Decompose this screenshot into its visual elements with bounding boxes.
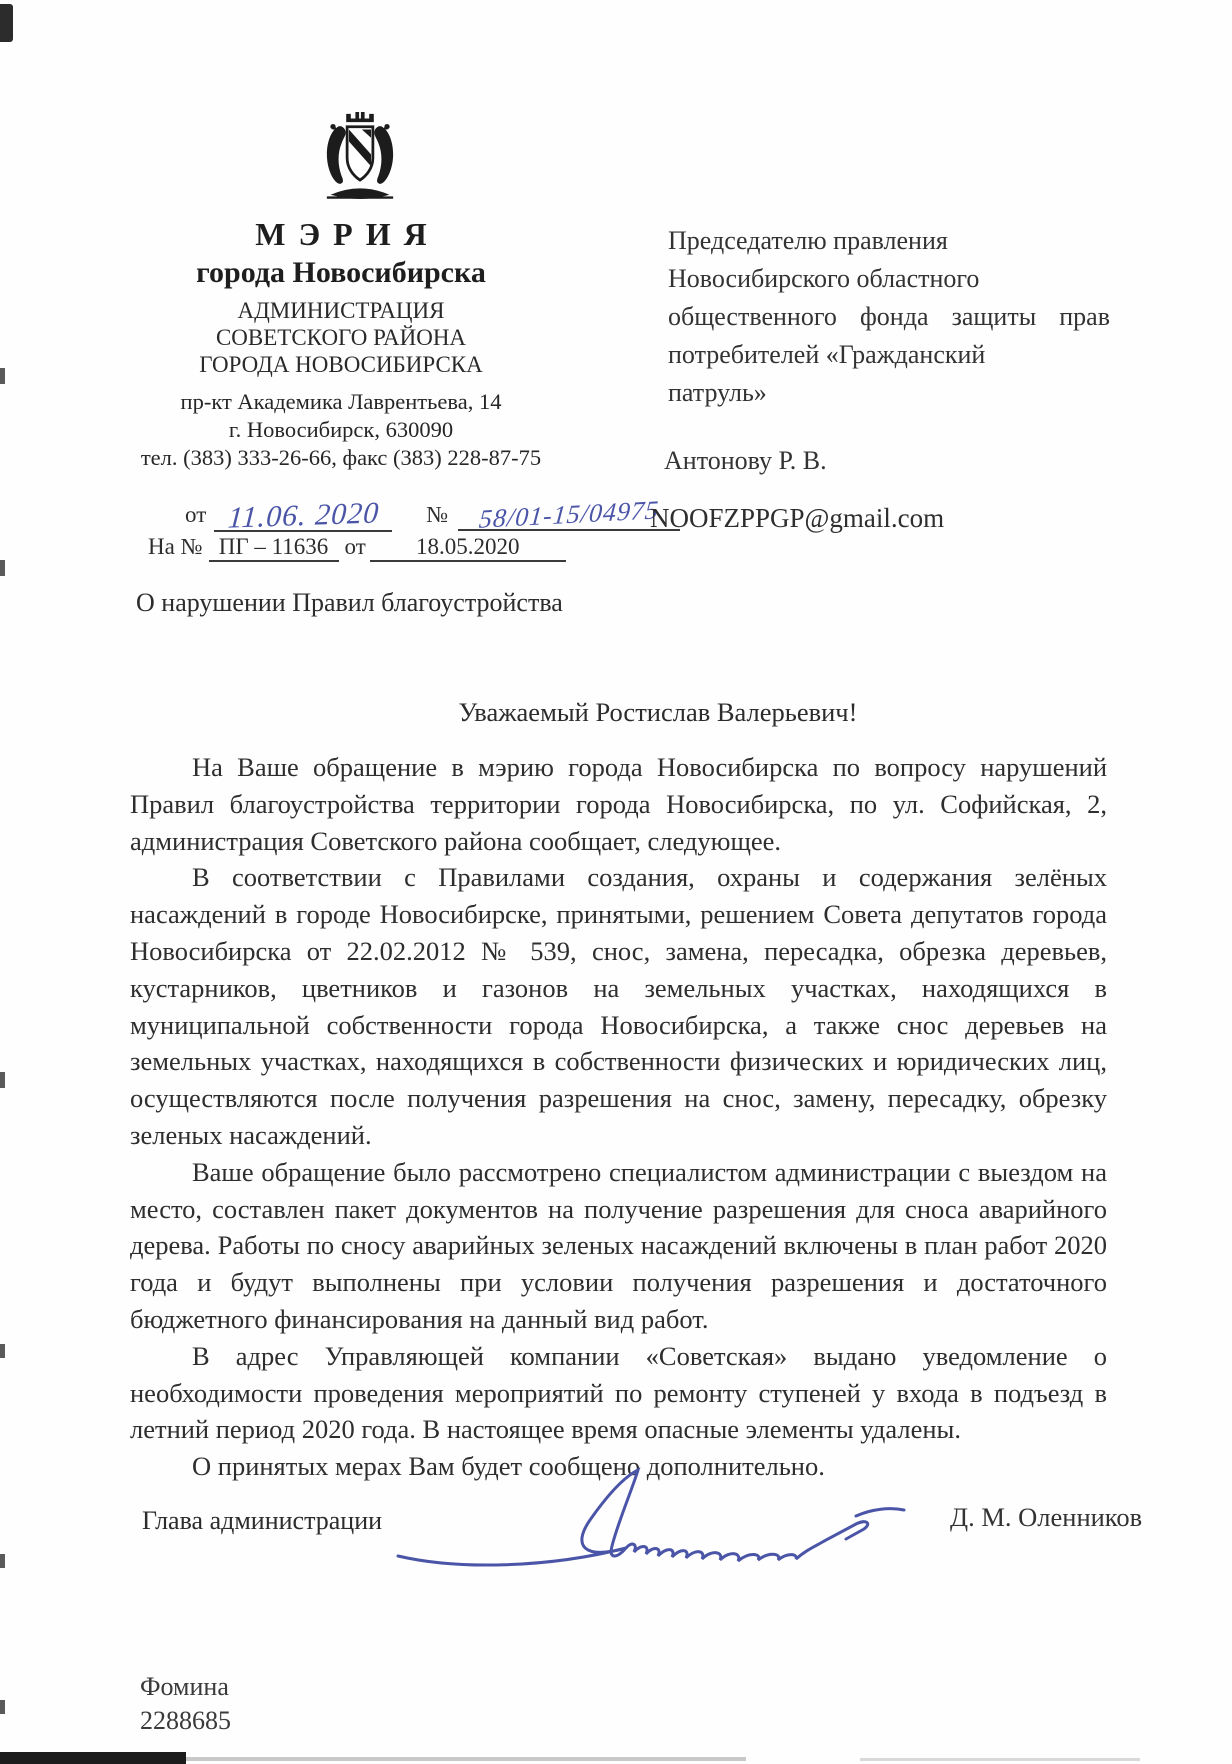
scan-artifact [0,1344,5,1358]
in-date-label: от [344,534,366,559]
in-number-label: На № [148,534,203,559]
salutation: Уважаемый Ростислав Валерьевич! [458,697,858,727]
recipient-email: NOOFZPPGP@gmail.com [650,503,945,533]
org-subdivision: СОВЕТСКОГО РАЙОНА [215,325,467,350]
executor-phone: 2288685 [140,1706,231,1735]
handwritten-number: 58/01-15/04975 [478,495,661,534]
body-paragraph: В адрес Управляющей компании «Советская» выдано уведомление о необходимости проведения мероприятий по ремонту ступеней у входа в подъезд в летний период 2020 года. В настоящее время опасные элементы удалены. [130,1340,1107,1445]
recipient-line: Председателю правления [668,226,948,255]
scan-artifact [0,560,5,576]
recipient-block [668,222,1110,412]
scan-artifact [186,1757,746,1761]
signer-name: Д. М. Оленников [950,1502,1143,1532]
sender-address [118,388,564,472]
address-street: пр-кт Академика Лаврентьева, 14 [180,389,502,414]
incoming-number: ПГ – 11636 [209,534,339,562]
scan-artifact [0,1072,5,1088]
outgoing-reference-line [185,495,680,535]
address-phone-fax: тел. (383) 333-26-66, факс (383) 228-87-75 [140,445,542,470]
recipient-line: потребителей «Гражданский [668,340,986,369]
handwritten-date: 11.06. 2020 [226,496,381,535]
executor-name: Фомина [140,1672,229,1701]
body-paragraph: В соответствии с Правилами создания, охраны и содержания зелёных насаждений в городе Новосибирске, принятыми, решением Совета депутатов города Новосибирска от 22.02.2012 № 539, снос, замена, пересадка, обрезка деревьев, кустарников, цветников и газонов на земельных участках, находящихся в муниципальной собственности города Новосибирска, а также снос деревьев на земельных участках, находящихся в собственности физических и юридических лиц, осуществляются после получения разрешения на снос, замену, пересадку, обрезку зеленых насаждений. [130,862,1107,1150]
incoming-reference-line [148,534,566,562]
recipient-name: Антонову Р. В. [664,446,827,475]
scan-artifact [0,368,5,384]
out-date-label: от [185,502,207,527]
novosibirsk-coat-of-arms-icon [314,106,406,210]
incoming-date: 18.05.2020 [370,534,566,562]
scan-artifact [0,1700,5,1714]
recipient-line: патруль» [668,378,767,407]
sender-block [118,216,564,378]
letter-body [130,749,1107,1485]
recipient-line: общественного фонда защиты прав [668,302,1110,331]
scan-artifact [860,1758,1140,1761]
org-subdivision: АДМИНИСТРАЦИЯ [237,298,445,323]
out-date-field [214,496,392,535]
org-name-city: города Новосибирска [196,256,486,289]
recipient-line: Новосибирского областного [668,264,980,293]
org-name-main: МЭРИЯ [255,216,440,252]
body-paragraph: На Ваше обращение в мэрию города Новосибирска по вопросу нарушений Правил благоустройства территории города Новосибирска, по ул. Софийская, 2, администрация Советского района сообщает, следующее. [130,752,1107,856]
handwritten-signature [388,1462,928,1574]
address-city: г. Новосибирск, 630090 [228,417,454,442]
scan-artifact [0,1752,186,1764]
scan-artifact [0,1554,5,1568]
out-number-field [458,495,680,534]
scan-artifact [0,4,13,42]
org-subdivision: ГОРОДА НОВОСИБИРСКА [199,352,483,377]
out-number-label: № [426,502,449,527]
subject-line: О нарушении Правил благоустройства [136,588,563,617]
body-paragraph: Ваше обращение было рассмотрено специалистом администрации с выездом на место, составлен пакет документов на получение разрешения для сноса аварийного дерева. Работы по сносу аварийных зеленых насаждений включены в план работ 2020 года и будут выполнены при условии получения разрешения и достаточного бюджетного финансирования на данный вид работ. [130,1156,1107,1334]
body-paragraph: О принятых мерах Вам будет сообщено дополнительно. [192,1451,825,1482]
signer-position: Глава администрации [142,1506,383,1535]
executor-block [140,1670,231,1738]
